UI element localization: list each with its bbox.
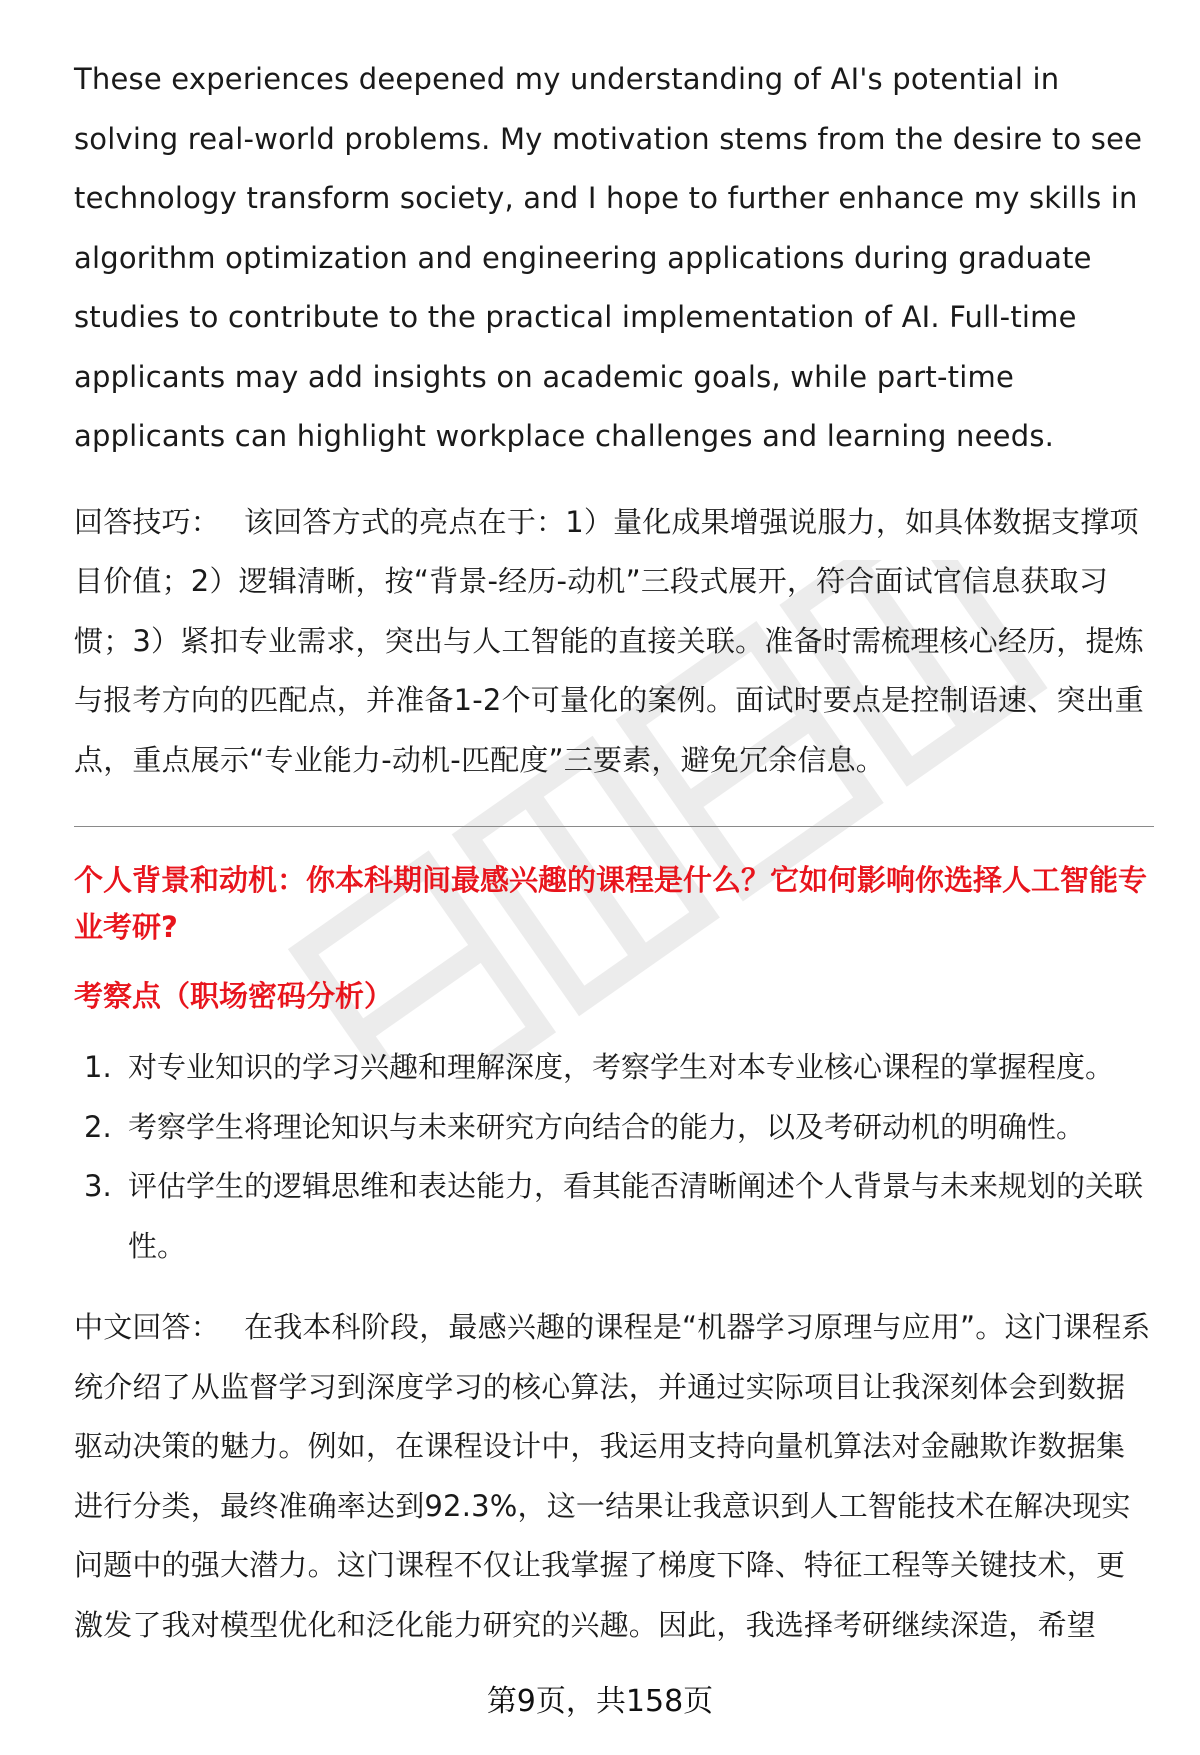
assessment-list [74, 1038, 1154, 1276]
question-heading: 个人背景和动机：你本科期间最感兴趣的课程是什么？它如何影响你选择人工智能专业考研? [74, 863, 1148, 944]
assessment-heading: 考察点（职场密码分析） [74, 979, 394, 1013]
answer-text: 在我本科阶段，最感兴趣的课程是“机器学习原理与应用”。这门课程系统介绍了从监督学习到深度学习的核心算法，并通过实际项目让我深刻体会到数据驱动决策的魅力。例如，在课程设计中，我运用支持向量机算法对金融欺诈数据集进行分类，最终准确率达到92.3%，这一结果让我意识到人工智能技术在解决现实问题中的强大潜力。这门课程不仅让我掌握了梯度下降、特征工程等关键技术，更激发了我对模型优化和泛化能力研究的兴趣。因此，我选择考研继续深造，希望 [74, 1310, 1151, 1642]
list-item [74, 1038, 1154, 1098]
document-page [74, 50, 1154, 1655]
section-divider [74, 826, 1154, 827]
list-item [74, 1157, 1154, 1276]
answer-label: 中文回答： [74, 1310, 221, 1344]
list-number: 2. [84, 1109, 112, 1144]
list-text: 考察学生将理论知识与未来研究方向结合的能力，以及考研动机的明确性。 [128, 1109, 1086, 1144]
page-number: 第9页，共158页 [486, 1684, 714, 1719]
list-number: 1. [84, 1050, 112, 1084]
tips-text: 该回答方式的亮点在于：1）量化成果增强说服力，如具体数据支撑项目价值；2）逻辑清晰，按“背景-经历-动机”三段式展开，符合面试官信息获取习惯；3）紧扣专业需求，突出与人工智能的直接关联。准备时需梳理核心经历，提炼与报考方向的匹配点，并准备1-2个可量化的案例。面试时要点是控制语速、突出重点，重点展示“专业能力-动机-匹配度”三要素，避免冗余信息。 [74, 504, 1144, 777]
list-text: 评估学生的逻辑思维和表达能力，看其能否清晰阐述个人背景与未来规划的关联性。 [128, 1169, 1144, 1263]
tips-paragraph [74, 493, 1154, 791]
list-item [74, 1098, 1154, 1158]
answer-paragraph [74, 1298, 1154, 1655]
list-text: 对专业知识的学习兴趣和理解深度，考察学生对本专业核心课程的掌握程度。 [128, 1050, 1115, 1084]
list-number: 3. [84, 1169, 112, 1203]
tips-label: 回答技巧： [74, 504, 221, 539]
intro-paragraph: These experiences deepened my understanding of AI's potential in solving real-world problems. My motivation stems from the desire to see technology transform society, and I hope to further enhance my skills in algorithm optimization and engineering applications during graduate studies to contribute to the practical implementation of AI. Full-time applicants may add insights on academic goals, while part-time applicants can highlight workplace challenges and learning needs. [74, 62, 1143, 453]
